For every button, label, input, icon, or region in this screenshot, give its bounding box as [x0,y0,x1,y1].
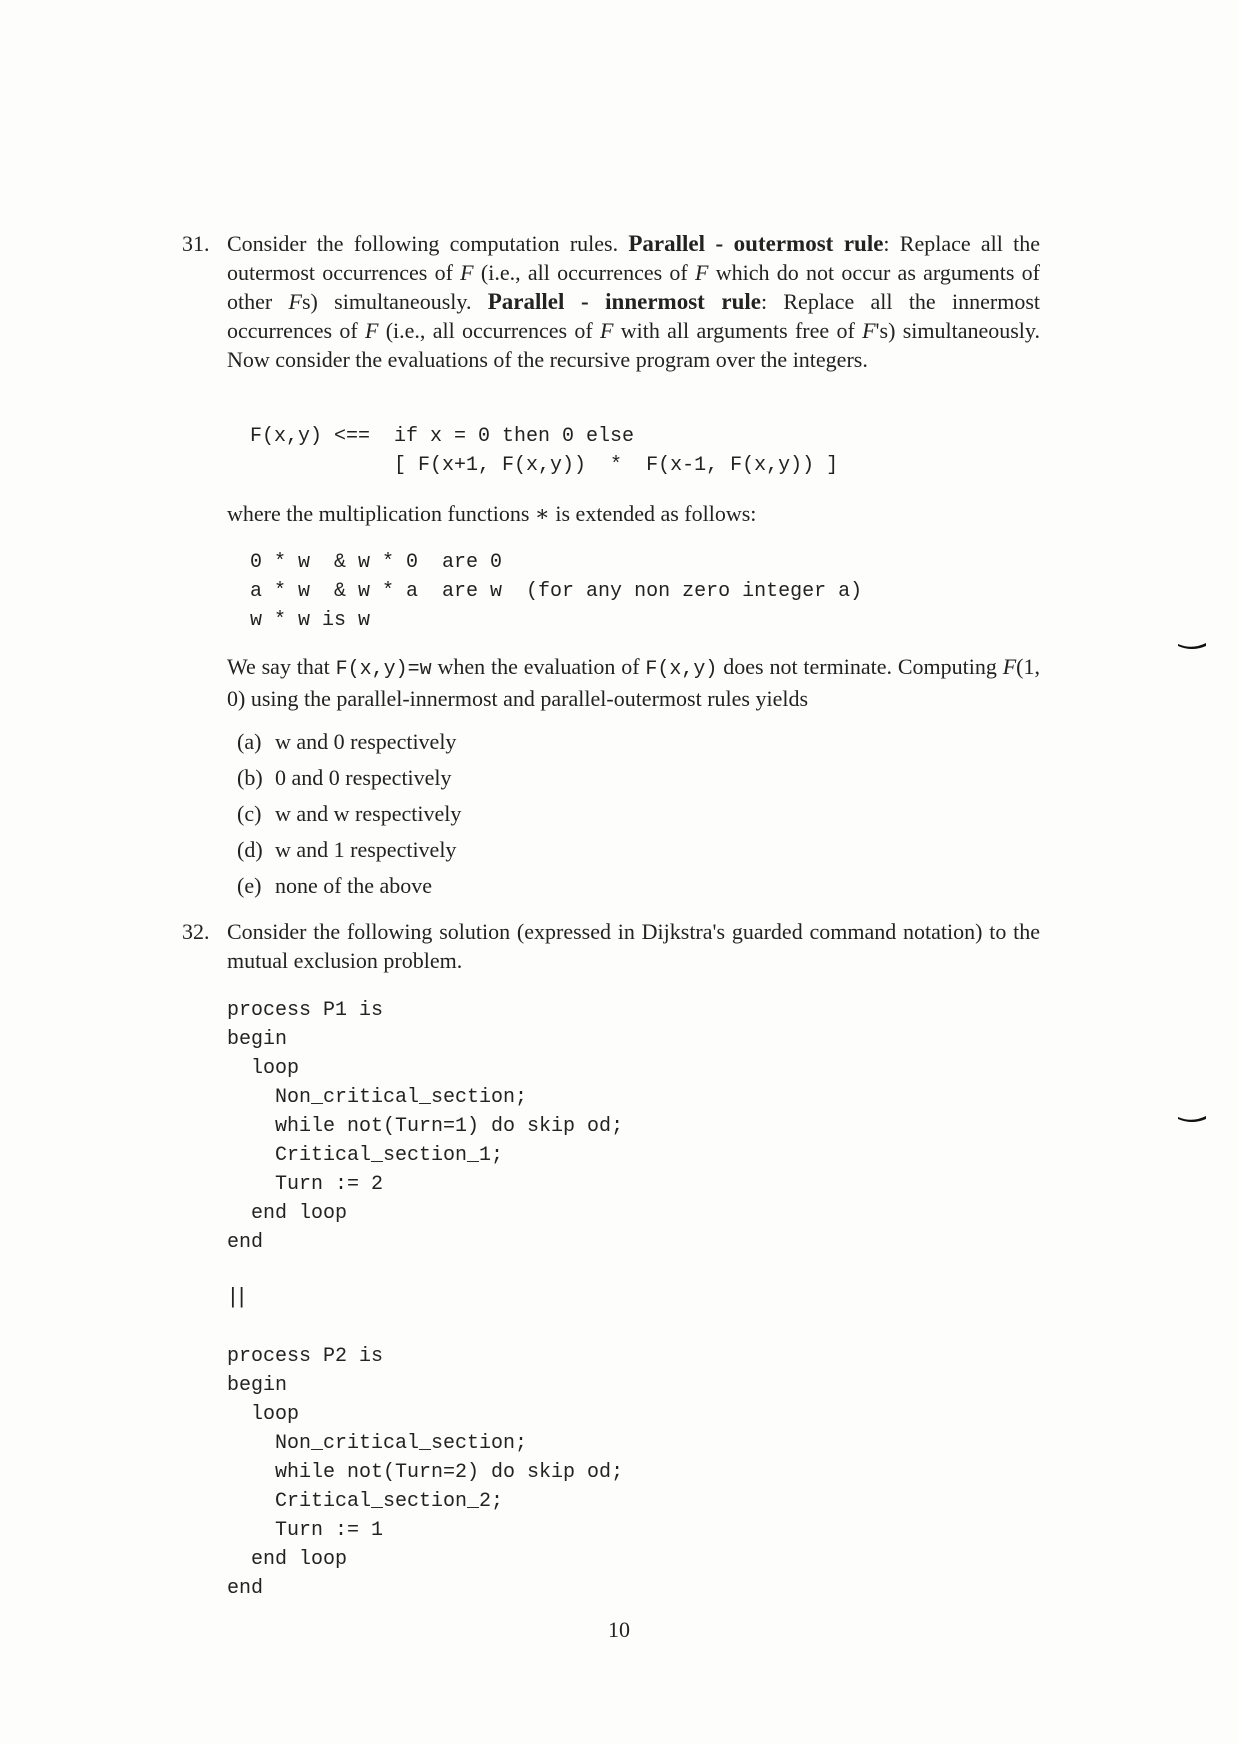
parallel-operator: || [230,1283,248,1308]
question-32-intro: Consider the following solution (expressed in Dijkstra's guarded command notation) to the mutual exclusion problem. [227,919,1040,973]
rule-line: w * w is w [250,609,371,632]
program-line: F(x,y) <== if x = 0 then 0 else [250,425,635,448]
page-number: 10 [608,1617,630,1642]
option-b: (b) 0 and 0 respectively [237,765,452,790]
program-line: [ F(x+1, F(x,y)) * F(x-1, F(x,y)) ] [250,454,839,477]
process-p2-code: process P2 is begin loop Non_critical_section; while not(Turn=2) do skip od; Critical_section_2; Turn := 1 end loop end [227,1345,624,1600]
rule-line: a * w & w * a are w (for any non zero integer a) [250,580,863,603]
scan-mark-icon [1178,1115,1206,1123]
question-31 [182,229,1040,374]
option-d: (d) w and 1 respectively [237,837,457,862]
rule-line: 0 * w & w * 0 are 0 [250,551,503,574]
process-p1-code: process P1 is begin loop Non_critical_section; while not(Turn=1) do skip od; Critical_section_1; Turn := 2 end loop end [227,999,624,1254]
termination-definition: We say that F(x,y)=w when the evaluation of F(x,y) does not terminate. Computing F(1, 0) using the parallel-innermost and parallel-outermost rules yields [227,654,1040,711]
rule-title-outermost: Parallel - outermost rule [628,231,884,256]
where-text: where the multiplication functions ∗ is extended as follows: [227,501,757,526]
multiplication-rules [250,548,862,635]
option-a: (a) w and 0 respectively [237,729,457,754]
question-number: 31. [182,231,210,256]
scan-mark-icon [1178,642,1206,650]
question-32 [182,917,1040,975]
program-listing [250,422,838,480]
option-e: (e) none of the above [237,873,432,898]
question-31-intro: Consider the following computation rules. Parallel - outermost rule: Replace all the outermost occurrences of F (i.e., all occurrences of F which do not occur as arguments of other Fs) simultaneously. Parallel - innermost rule: Replace all the innermost occurrences of F (i.e., all occurrences of F with all arguments free of F's) simultaneously. Now consider the evaluations of the recursive program over the integers. [227,231,1041,372]
rule-title-innermost: Parallel - innermost rule [487,289,761,314]
question-number: 32. [182,919,210,944]
option-c: (c) w and w respectively [237,801,462,826]
answer-options [182,727,1040,907]
